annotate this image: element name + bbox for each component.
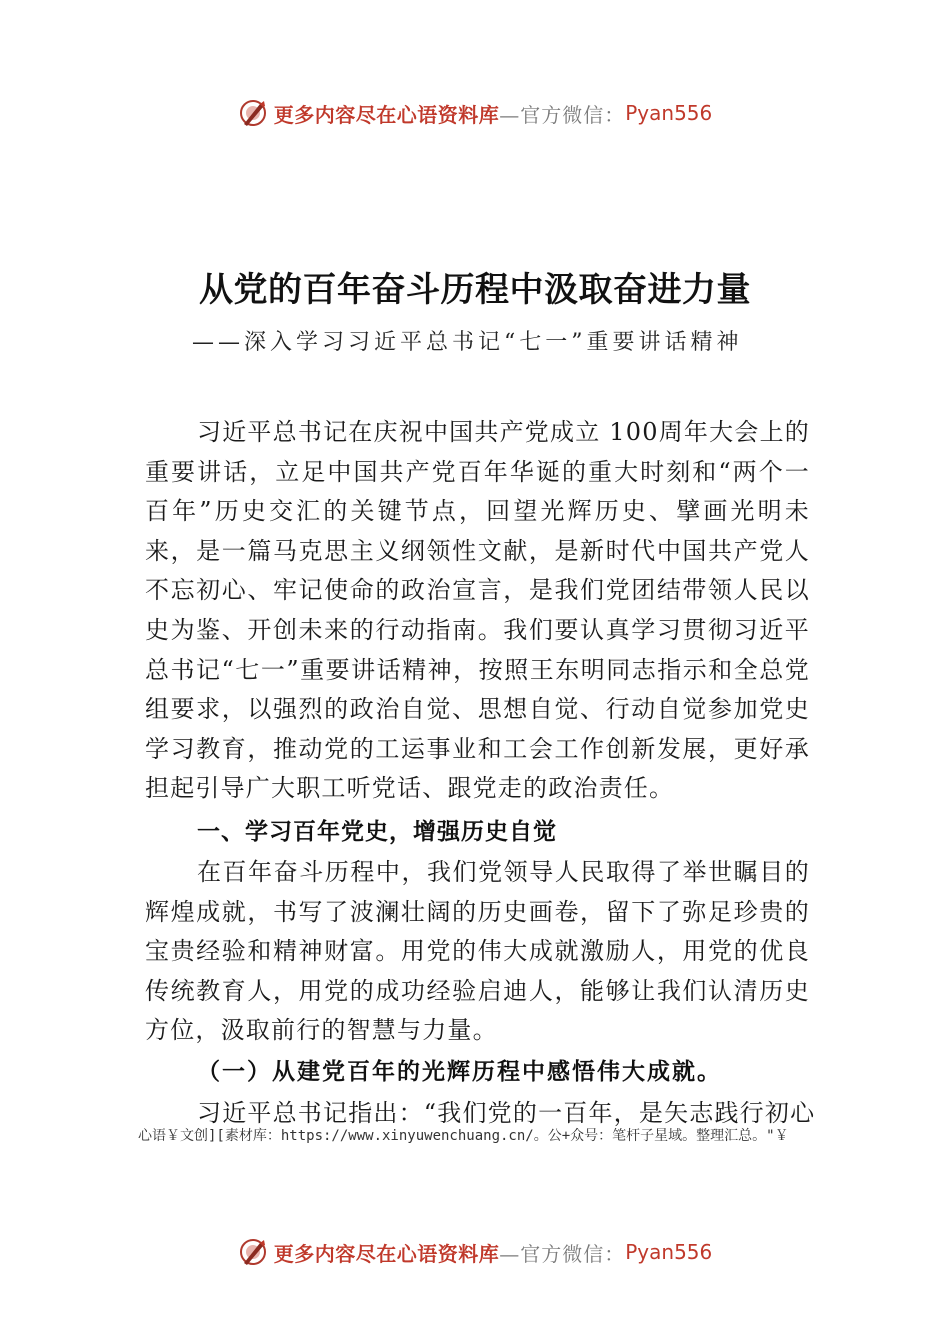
- section-heading-1: 一、学习百年党史，增强历史自觉: [197, 819, 557, 845]
- document-title: 从党的百年奋斗历程中汲取奋进力量: [199, 270, 751, 310]
- watermark-brand-text: 更多内容尽在心语资料库: [273, 102, 500, 127]
- watermark-wechat-label: —官方微信：: [499, 102, 626, 127]
- paragraph-subsection-1: 习近平总书记指出：“我们党的一百年，是矢志践行初心: [197, 1099, 816, 1127]
- watermark-wechat-id: Pyan556: [625, 101, 713, 125]
- watermark-wechat-id: Pyan556: [625, 1240, 713, 1264]
- watermark-wechat-label: —官方微信：: [499, 1241, 626, 1266]
- pen-logo-icon: [238, 98, 268, 128]
- paragraph-section-1: [145, 853, 810, 1051]
- paragraph-section-1-text: 在百年奋斗历程中，我们党领导人民取得了举世瞩目的辉煌成就，书写了波澜壮阔的历史画卷，留下了弥足珍贵的宝贵经验和精神财富。用党的伟大成就激励人，用党的优良传统教育人，用党的成功经验启迪人，能够让我们认清历史方位，汲取前行的智慧与力量。: [145, 858, 810, 1045]
- paragraph-intro: [145, 413, 810, 809]
- paragraph-intro-text: 习近平总书记在庆祝中国共产党成立 100周年大会上的重要讲话，立足中国共产党百年华诞的重大时刻和“两个一百年”历史交汇的关键节点，回望光辉历史、擘画光明未来，是一篇马克思主义纲领性文献，是新时代中国共产党人不忘初心、牢记使命的政治宣言，是我们党团结带领人民以史为鉴、开创未来的行动指南。我们要认真学习贯彻习近平总书记“七一”重要讲话精神，按照王东明同志指示和全总党组要求，以强烈的政治自觉、思想自觉、行动自觉参加党史学习教育，推动党的工运事业和工会工作创新发展，更好承担起引导广大职工听党话、跟党走的政治责任。: [145, 418, 810, 803]
- pen-logo-icon: [238, 1237, 268, 1267]
- document-subtitle: ——深入学习习近平总书记“七一”重要讲话精神: [192, 330, 743, 355]
- footer-watermark: [0, 1234, 950, 1270]
- footnote-source: 心语￥文创][素材库：https://www.xinyuwenchuang.cn/。公+众号：笔杆子星域。整理汇总。"￥: [138, 1127, 828, 1146]
- header-watermark: [0, 95, 950, 131]
- watermark-brand-text: 更多内容尽在心语资料库: [273, 1241, 500, 1266]
- subsection-heading-1: （一）从建党百年的光辉历程中感悟伟大成就。: [197, 1058, 722, 1085]
